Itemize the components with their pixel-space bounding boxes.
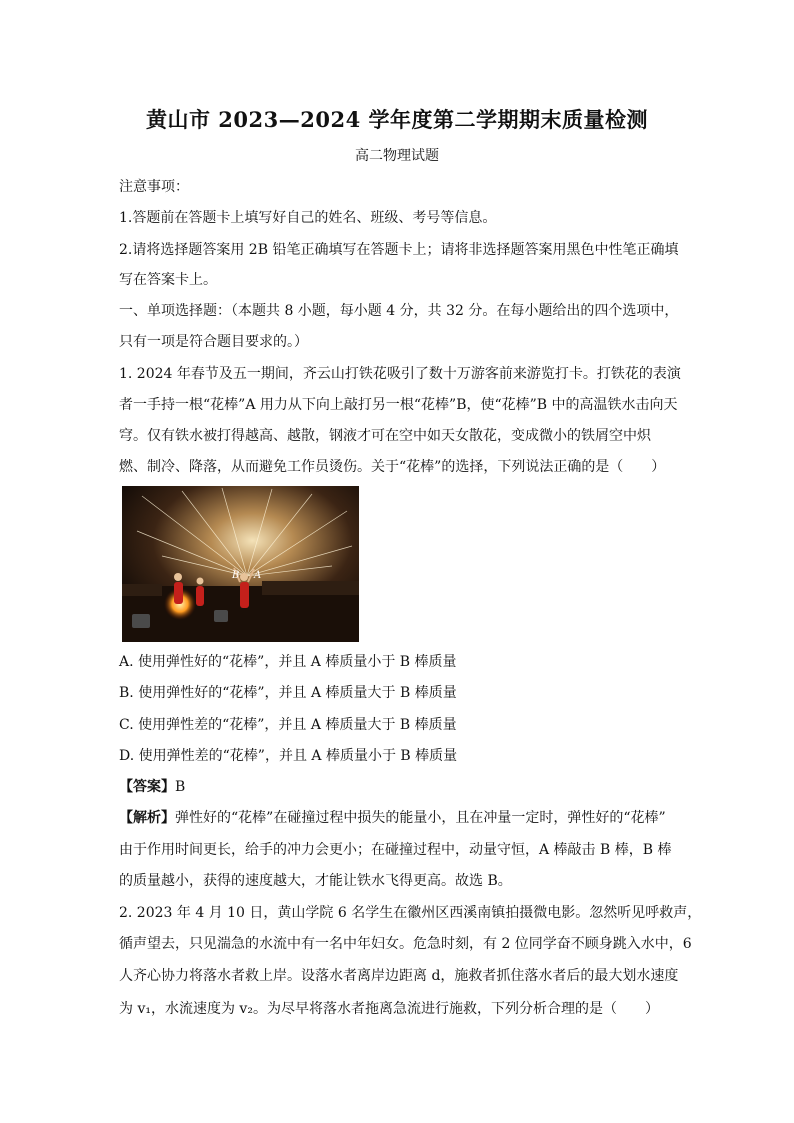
q2-stem-line-4: 为 v₁，水流速度为 v₂。为尽早将落水者拖离急流进行施救，下列分析合理的是（ ） [119, 1001, 659, 1017]
q1-option-b: B. 使用弹性好的“花棒”，并且 A 棒质量大于 B 棒质量 [119, 685, 457, 701]
iron-flower-photo [122, 486, 359, 642]
q1-option-d: D. 使用弹性差的“花棒”，并且 A 棒质量小于 B 棒质量 [119, 748, 458, 764]
q1-analysis-line-1 [119, 808, 685, 828]
notice-item-2-cont: 写在答案卡上。 [119, 272, 217, 288]
q1-analysis-line-3: 的质量越小，获得的速度越大，才能让铁水飞得更高。故选 B。 [119, 873, 512, 889]
notice-item-2: 2.请将选择题答案用 2B 铅笔正确填写在答题卡上；请将非选择题答案用黑色中性笔正确填 [119, 242, 679, 258]
q1-answer [119, 777, 685, 797]
q2-stem-line-3: 人齐心协力将落水者救上岸。设落水者离岸边距离 d，施救者抓住落水者后的最大划水速度 [119, 968, 679, 984]
notice-heading: 注意事项： [119, 179, 189, 195]
q2-stem-line-2: 循声望去，只见湍急的水流中有一名中年妇女。危急时刻，有 2 位同学奋不顾身跳入水中，6 [119, 936, 692, 952]
notice-item-1: 1.答题前在答题卡上填写好自己的姓名、班级、考号等信息。 [119, 210, 497, 226]
answer-value: B [175, 779, 186, 795]
q1-option-a: A. 使用弹性好的“花棒”，并且 A 棒质量小于 B 棒质量 [119, 654, 457, 670]
photo-label-b: B [232, 570, 240, 581]
answer-tag: 【答案】 [119, 779, 175, 795]
q1-stem-line-3: 穹。仅有铁水被打得越高、越散，钢液才可在空中如天女散花，变成微小的铁屑空中炽 [119, 428, 651, 444]
q1-stem-line-4: 燃、制冷、降落，从而避免工作员烫伤。关于“花棒”的选择，下列说法正确的是（ ） [119, 459, 666, 475]
q2-stem-line-1: 2. 2023 年 4 月 10 日，黄山学院 6 名学生在徽州区西溪南镇拍摄微电影。忽然听见呼救声， [119, 905, 702, 921]
q1-analysis-line-2: 由于作用时间更长，给手的冲力会更小；在碰撞过程中，动量守恒，A 棒敲击 B 棒，B 棒 [119, 842, 672, 858]
section-heading-cont: 只有一项是符合题目要求的。） [119, 334, 308, 350]
q1-stem-line-2: 者一手持一根“花棒”A 用力从下向上敲打另一根“花棒”B，使“花棒”B 中的高温铁水击向天 [119, 397, 678, 413]
section-heading: 一、单项选择题：（本题共 8 小题，每小题 4 分，共 32 分。在每小题给出的四个选项中， [119, 303, 679, 319]
page-subtitle: 高二物理试题 [355, 148, 439, 164]
page-title: 黄山市 2023—2024 学年度第二学期期末质量检测 [145, 107, 648, 132]
analysis-tag: 【解析】 [119, 810, 175, 826]
q1-option-c: C. 使用弹性差的“花棒”，并且 A 棒质量大于 B 棒质量 [119, 717, 457, 733]
analysis-text-1: 弹性好的“花棒”在碰撞过程中损失的能量小，且在冲量一定时，弹性好的“花棒” [175, 810, 666, 826]
q1-stem-line-1: 1. 2024 年春节及五一期间，齐云山打铁花吸引了数十万游客前来游览打卡。打铁花的表演 [119, 366, 681, 382]
photo-label-a: A [254, 570, 262, 581]
